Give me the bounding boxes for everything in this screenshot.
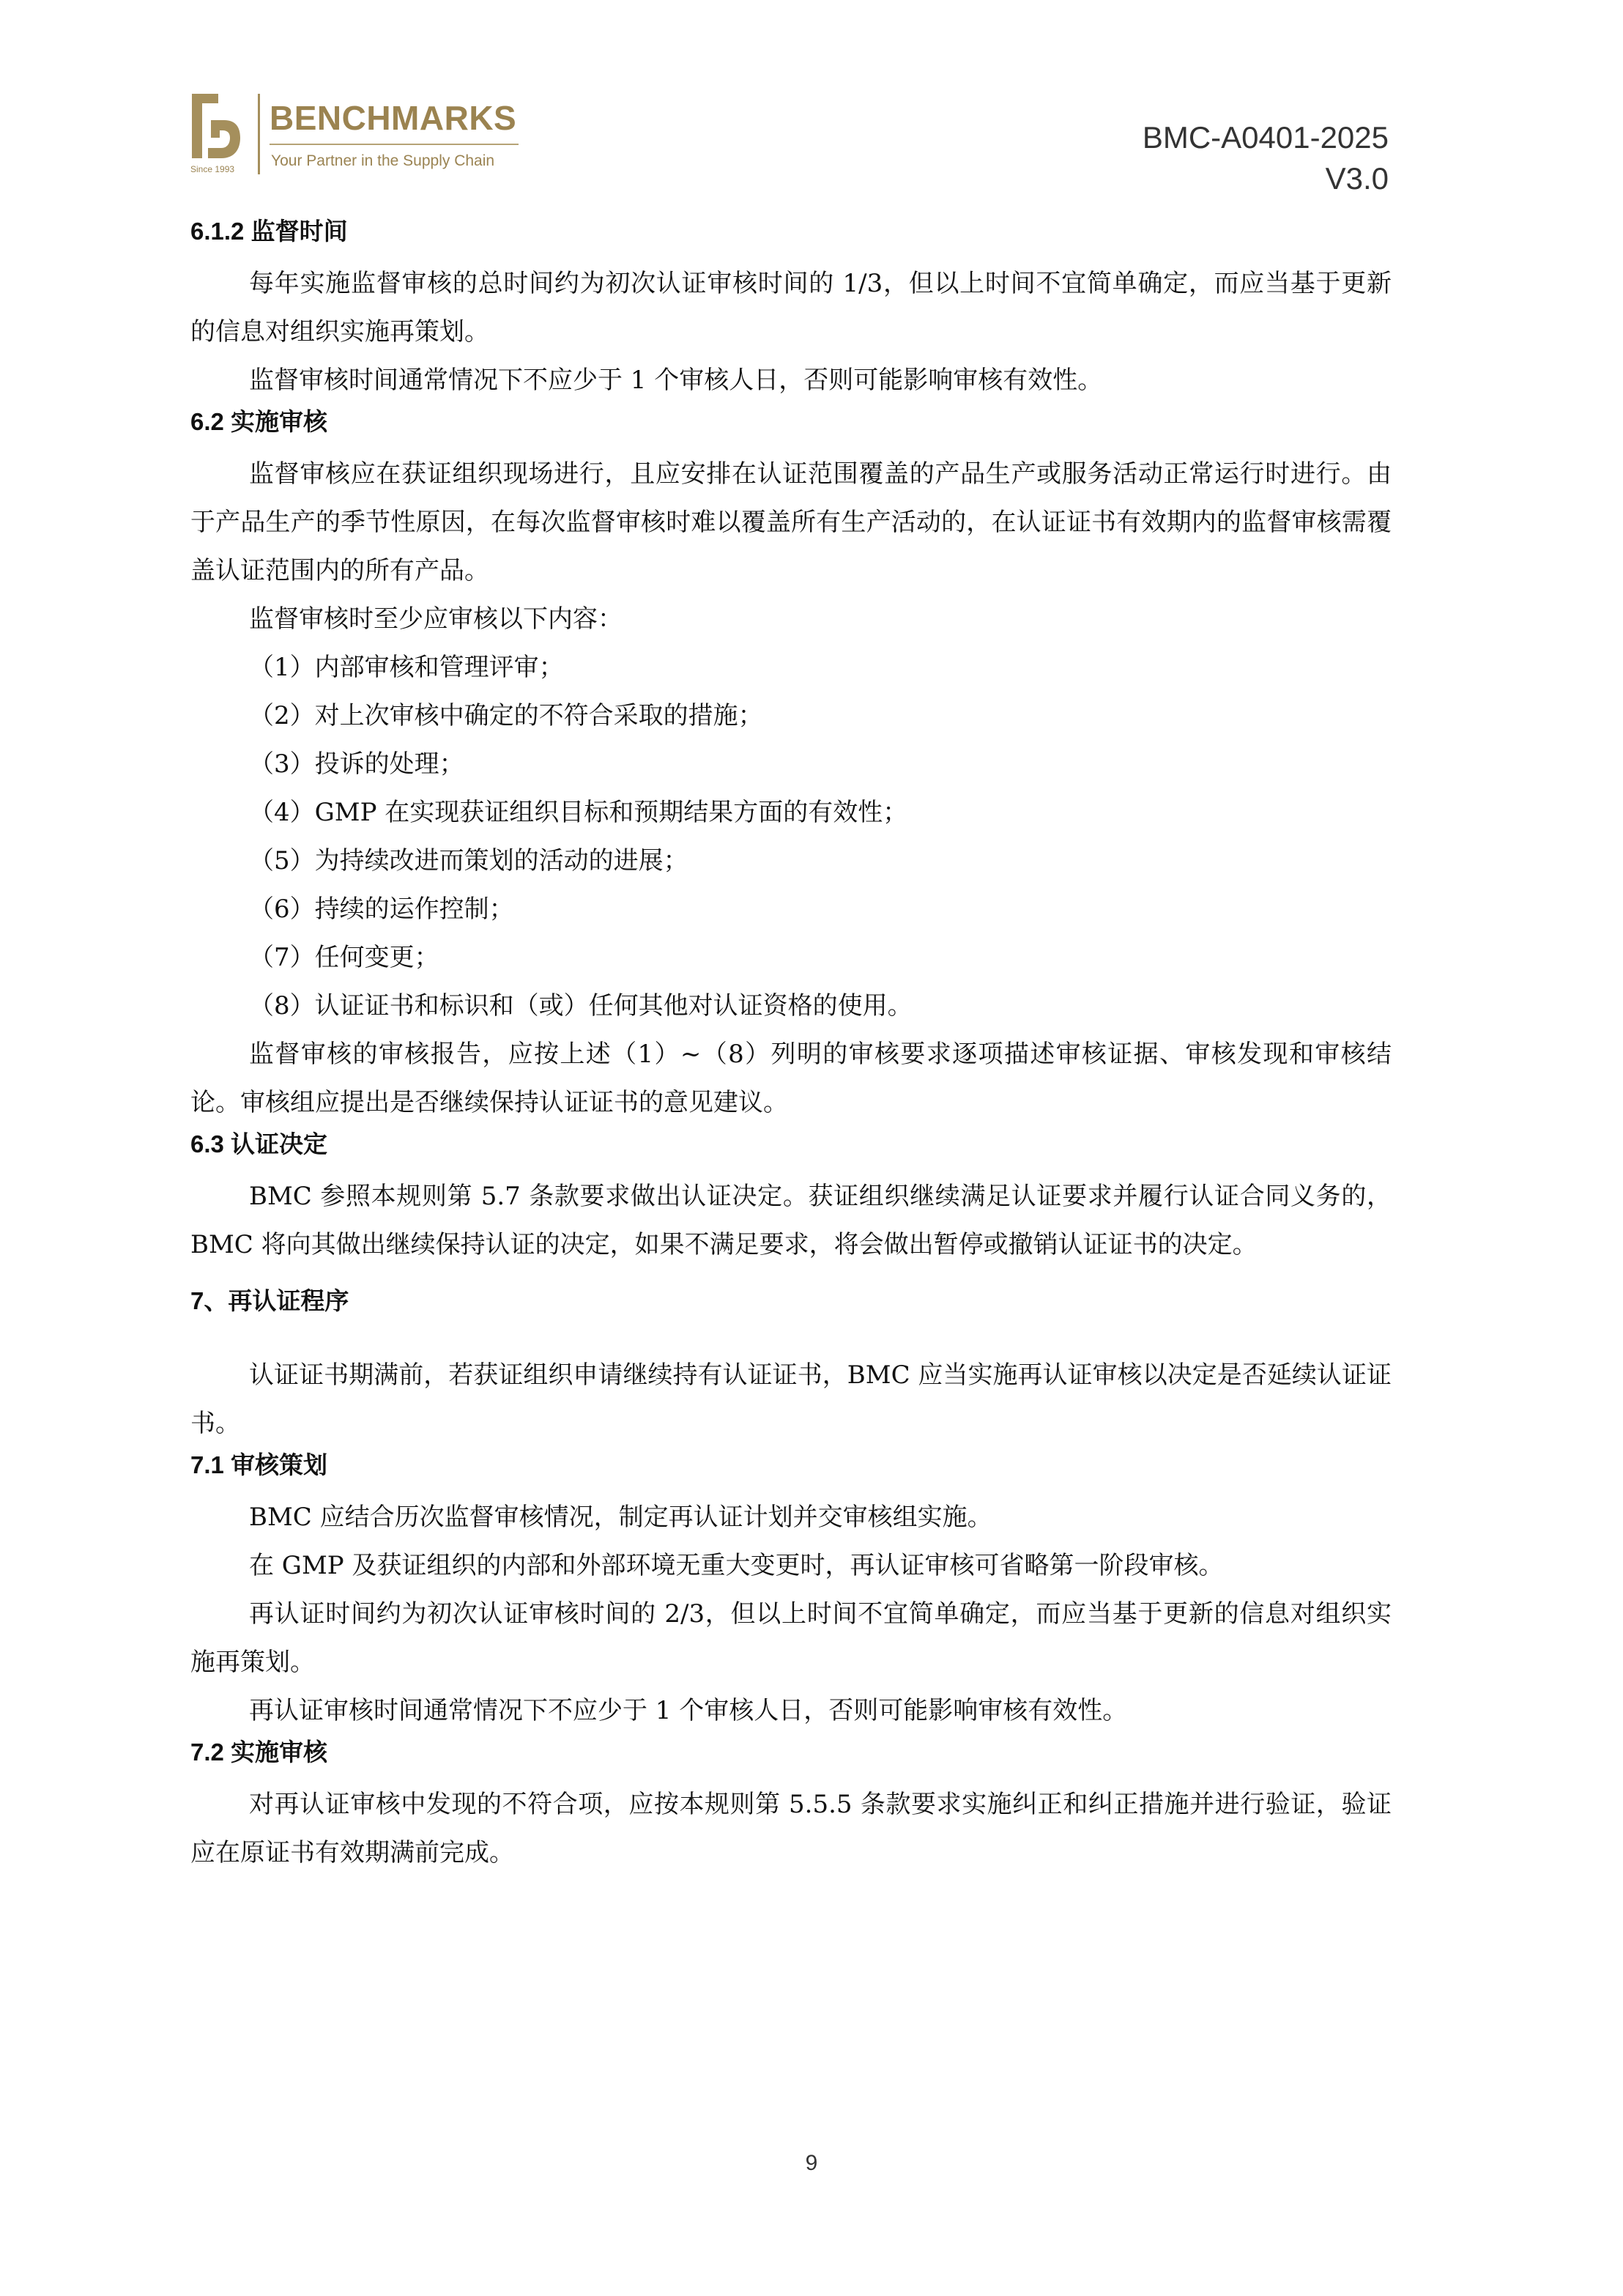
page-body	[190, 214, 1392, 1877]
paragraph: 再认证时间约为初次认证审核时间的 2/3，但以上时间不宜简单确定，而应当基于更新的信息对组织实施再策划。	[190, 1599, 1392, 1677]
section-heading-7: 7、再认证程序	[190, 1287, 349, 1314]
brand-tagline: Your Partner in the Supply Chain	[271, 152, 495, 169]
paragraph: BMC 应结合历次监督审核情况，制定再认证计划并交审核组实施。	[249, 1503, 992, 1532]
list-item: （3）投诉的处理；	[249, 749, 464, 779]
list-item: （1）内部审核和管理评审；	[249, 653, 564, 682]
paragraph: 监督审核时至少应审核以下内容：	[249, 604, 623, 634]
list-item: （5）为持续改进而策划的活动的进展；	[249, 846, 688, 875]
paragraph: 监督审核时间通常情况下不应少于 1 个审核人日，否则可能影响审核有效性。	[249, 366, 1103, 395]
document-code: BMC-A0401-2025	[1142, 120, 1389, 155]
brand-name: BENCHMARKS	[270, 99, 517, 137]
section-heading-6-1-2: 6.1.2 监督时间	[190, 218, 348, 245]
paragraph: 每年实施监督审核的总时间约为初次认证审核时间的 1/3，但以上时间不宜简单确定，而应当基于更新的信息对组织实施再策划。	[190, 269, 1392, 347]
paragraph: 对再认证审核中发现的不符合项，应按本规则第 5.5.5 条款要求实施纠正和纠正措施并进行验证，验证应在原证书有效期满前完成。	[190, 1790, 1392, 1867]
list-item: （7）任何变更；	[249, 943, 439, 972]
benchmarks-monogram-icon	[189, 92, 243, 161]
paragraph: 监督审核应在获证组织现场进行，且应安排在认证范围覆盖的产品生产或服务活动正常运行时进行。由于产品生产的季节性原因，在每次监督审核时难以覆盖所有生产活动的，在认证证书有效期内的监督审核需覆盖认证范围内的所有产品。	[190, 459, 1392, 585]
benchmarks-logo	[189, 88, 526, 183]
paragraph: 再认证审核时间通常情况下不应少于 1 个审核人日，否则可能影响审核有效性。	[249, 1696, 1128, 1725]
document-code-block	[1143, 117, 1389, 199]
list-item: （8）认证证书和标识和（或）任何其他对认证资格的使用。	[249, 991, 913, 1021]
paragraph: 在 GMP 及获证组织的内部和外部环境无重大变更时，再认证审核可省略第一阶段审核。	[249, 1551, 1224, 1580]
paragraph: BMC 参照本规则第 5.7 条款要求做出认证决定。获证组织继续满足认证要求并履行认证合同义务的，BMC 将向其做出继续保持认证的决定，如果不满足要求，将会做出暂停或撤销认证证书的决定。	[190, 1182, 1392, 1259]
logo-since: Since 1993	[190, 164, 235, 174]
paragraph: 监督审核的审核报告，应按上述（1）~（8）列明的审核要求逐项描述审核证据、审核发现和审核结论。审核组应提出是否继续保持认证证书的意见建议。	[190, 1040, 1392, 1117]
section-heading-6-3: 6.3 认证决定	[190, 1130, 328, 1158]
page-number: 9	[805, 2151, 818, 2175]
list-item: （6）持续的运作控制；	[249, 895, 514, 924]
logo-divider	[258, 94, 260, 174]
page-header	[0, 0, 1623, 220]
section-heading-6-2: 6.2 实施审核	[190, 408, 328, 435]
list-item: （4）GMP 在实现获证组织目标和预期结果方面的有效性；	[249, 798, 908, 827]
list-item: （2）对上次审核中确定的不符合采取的措施；	[249, 701, 763, 730]
document-version: V3.0	[1325, 161, 1389, 196]
paragraph: 认证证书期满前，若获证组织申请继续持有认证证书，BMC 应当实施再认证审核以决定是否延续认证证书。	[190, 1360, 1392, 1438]
brand-rule	[270, 144, 519, 145]
section-heading-7-1: 7.1 审核策划	[190, 1451, 328, 1478]
section-heading-7-2: 7.2 实施审核	[190, 1738, 328, 1766]
